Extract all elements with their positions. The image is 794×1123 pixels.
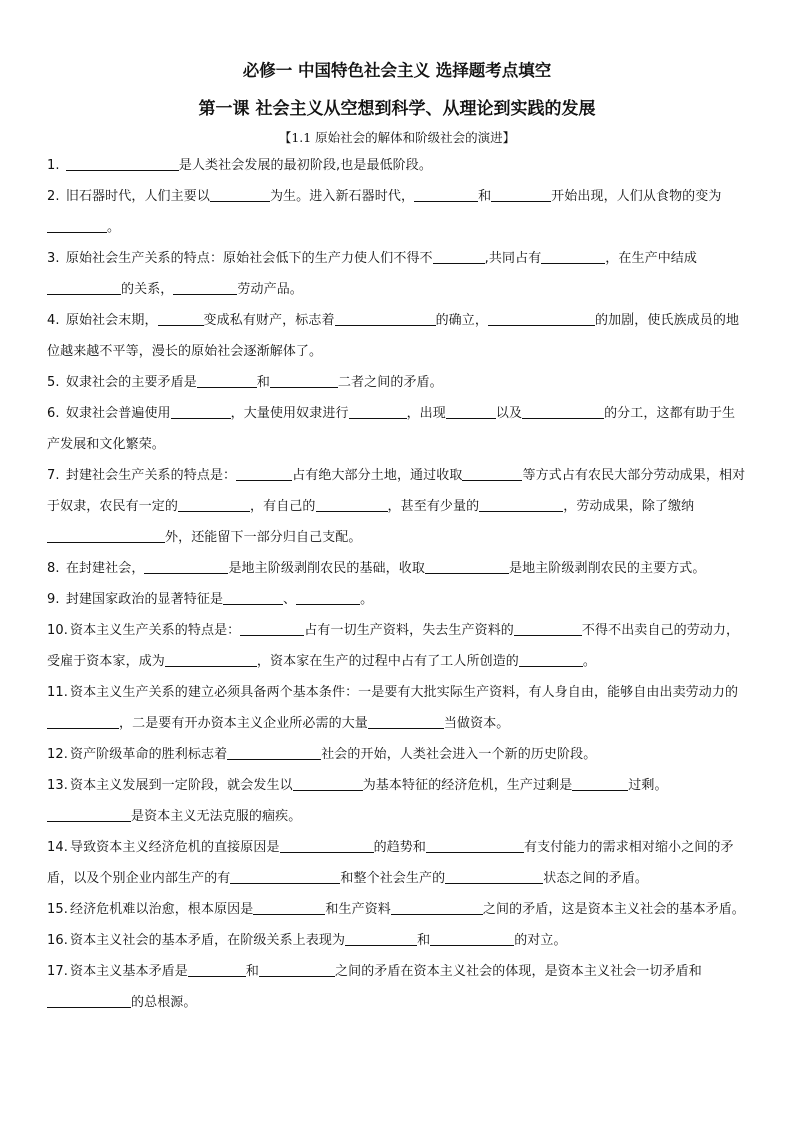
question-text: 的趋势和 bbox=[373, 840, 426, 855]
question-text: 以及 bbox=[495, 406, 523, 421]
question-number: 10. bbox=[47, 623, 68, 638]
answer-blank[interactable] bbox=[47, 993, 131, 1008]
answer-blank[interactable] bbox=[335, 311, 436, 326]
question-item bbox=[47, 553, 747, 584]
question-item bbox=[47, 677, 747, 739]
answer-blank[interactable] bbox=[47, 280, 121, 295]
answer-blank[interactable] bbox=[514, 621, 582, 636]
answer-blank[interactable] bbox=[462, 466, 522, 481]
question-text: 奴隶社会普遍使用 bbox=[61, 406, 171, 421]
question-item bbox=[47, 894, 747, 925]
question-number: 7. bbox=[47, 468, 60, 483]
answer-blank[interactable] bbox=[47, 218, 107, 233]
chapter-title: 第一课 社会主义从空想到科学、从理论到实践的发展 bbox=[198, 99, 596, 119]
answer-blank[interactable] bbox=[430, 931, 514, 946]
question-text: 导致资本主义经济危机的直接原因是 bbox=[69, 840, 280, 855]
answer-blank[interactable] bbox=[391, 900, 483, 915]
question-text: 资本主义发展到一定阶段，就会发生以 bbox=[69, 778, 293, 793]
question-item bbox=[47, 305, 747, 367]
question-text: ，劳动成果，除了缴纳 bbox=[563, 499, 695, 514]
answer-blank[interactable] bbox=[173, 280, 237, 295]
answer-blank[interactable] bbox=[223, 590, 283, 605]
question-text: ，大量使用奴隶进行 bbox=[230, 406, 349, 421]
question-text: 资本主义社会的基本矛盾，在阶级关系上表现为 bbox=[69, 933, 346, 948]
answer-blank[interactable] bbox=[197, 373, 257, 388]
question-text: 是地主阶级剥削农民的基础，收取 bbox=[228, 561, 425, 576]
question-text: 旧石器时代，人们主要以 bbox=[61, 189, 210, 204]
question-text: 外，还能留下一部分归自己支配。 bbox=[165, 530, 362, 545]
question-item bbox=[47, 398, 747, 460]
answer-blank[interactable] bbox=[349, 404, 407, 419]
answer-blank[interactable] bbox=[236, 466, 292, 481]
answer-blank[interactable] bbox=[240, 621, 304, 636]
question-number: 15. bbox=[47, 902, 68, 917]
question-number: 5. bbox=[47, 375, 60, 390]
question-text: 二者之间的矛盾。 bbox=[337, 375, 443, 390]
question-item bbox=[47, 615, 747, 677]
question-text: 之间的矛盾，这是资本主义社会的基本矛盾。 bbox=[482, 902, 745, 917]
question-number: 8. bbox=[47, 561, 60, 576]
question-text: 经济危机难以治愈，根本原因是 bbox=[69, 902, 254, 917]
answer-blank[interactable] bbox=[47, 714, 119, 729]
question-item bbox=[47, 770, 747, 832]
question-text: 、 bbox=[283, 592, 297, 607]
question-text: 原始社会生产关系的特点：原始社会低下的生产力使人们不得不 bbox=[61, 251, 433, 266]
question-item bbox=[47, 367, 747, 398]
question-number: 6. bbox=[47, 406, 60, 421]
question-text: 在封建社会， bbox=[61, 561, 145, 576]
question-text: 劳动产品。 bbox=[237, 282, 303, 297]
question-text: 的确立， bbox=[435, 313, 488, 328]
answer-blank[interactable] bbox=[227, 745, 321, 760]
question-text: 为基本特征的经济危机，生产过剩是 bbox=[362, 778, 573, 793]
question-text: 奴隶社会的主要矛盾是 bbox=[61, 375, 197, 390]
question-text: ，出现 bbox=[406, 406, 446, 421]
question-item bbox=[47, 956, 747, 1018]
question-text: 是资本主义无法克服的痼疾。 bbox=[131, 809, 302, 824]
answer-blank[interactable] bbox=[368, 714, 444, 729]
answer-blank[interactable] bbox=[270, 373, 338, 388]
answer-blank[interactable] bbox=[345, 931, 417, 946]
question-text: ，在生产中结成 bbox=[605, 251, 697, 266]
question-text: ，有自己的 bbox=[250, 499, 316, 514]
question-text: 。 bbox=[360, 592, 374, 607]
answer-blank[interactable] bbox=[425, 559, 509, 574]
question-number: 4. bbox=[47, 313, 60, 328]
question-number: 17. bbox=[47, 964, 68, 979]
question-text: 是地主阶级剥削农民的主要方式。 bbox=[508, 561, 706, 576]
question-text: 资本主义生产关系的建立必须具备两个基本条件：一是要有大批实际生产资料，有人身自由，能够自由出卖劳动力的 bbox=[69, 685, 739, 700]
question-text: 和 bbox=[245, 964, 259, 979]
question-text: 变成私有财产，标志着 bbox=[203, 313, 335, 328]
question-text: 封建国家政治的显著特征是 bbox=[61, 592, 224, 607]
answer-blank[interactable] bbox=[445, 869, 543, 884]
answer-blank[interactable] bbox=[491, 187, 551, 202]
question-text: 的对立。 bbox=[514, 933, 567, 948]
question-text: ，资本家在生产的过程中占有了工人所创造的 bbox=[256, 654, 519, 669]
question-item bbox=[47, 584, 747, 615]
question-text: 资本主义生产关系的特点是： bbox=[69, 623, 241, 638]
answer-blank[interactable] bbox=[296, 590, 360, 605]
question-item bbox=[47, 739, 747, 770]
question-number: 13. bbox=[47, 778, 68, 793]
answer-blank[interactable] bbox=[171, 404, 231, 419]
answer-blank[interactable] bbox=[188, 962, 246, 977]
question-text: 社会的开始，人类社会进入一个新的历史阶段。 bbox=[321, 747, 597, 762]
question-text: 和 bbox=[478, 189, 492, 204]
answer-blank[interactable] bbox=[230, 869, 340, 884]
question-text: 占有绝大部分土地，通过收取 bbox=[292, 468, 463, 483]
answer-blank[interactable] bbox=[47, 528, 165, 543]
answer-blank[interactable] bbox=[158, 311, 204, 326]
answer-blank[interactable] bbox=[488, 311, 595, 326]
question-number: 2. bbox=[47, 189, 60, 204]
question-text: 过剩。 bbox=[628, 778, 668, 793]
question-text: 当做资本。 bbox=[443, 716, 510, 731]
question-text: 和整个社会生产的 bbox=[340, 871, 446, 886]
answer-blank[interactable] bbox=[259, 962, 335, 977]
question-item bbox=[47, 925, 747, 956]
answer-blank[interactable] bbox=[446, 404, 496, 419]
question-text: 占有一切生产资料，失去生产资料的 bbox=[304, 623, 514, 638]
question-text: 资本主义基本矛盾是 bbox=[69, 964, 188, 979]
question-number: 11. bbox=[47, 685, 68, 700]
question-text: 封建社会生产关系的特点是： bbox=[61, 468, 237, 483]
question-text: 。 bbox=[107, 220, 121, 235]
question-text: 有支付能力的需求相对缩小之间的矛盾，以及个别企业内部生产的有 bbox=[47, 840, 734, 886]
question-text: ,共同占有 bbox=[484, 251, 542, 266]
worksheet-page bbox=[47, 55, 747, 1018]
question-text: 和 bbox=[256, 375, 270, 390]
question-text: 之间的矛盾在资本主义社会的体现，是资本主义社会一切矛盾和 bbox=[335, 964, 702, 979]
question-text: ，甚至有少量的 bbox=[387, 499, 480, 514]
answer-blank[interactable] bbox=[253, 900, 325, 915]
answer-blank[interactable] bbox=[280, 838, 374, 853]
question-number: 1. bbox=[47, 158, 60, 173]
question-text: 的总根源。 bbox=[131, 995, 197, 1010]
question-text: 的关系， bbox=[121, 282, 174, 297]
question-text: 是人类社会发展的最初阶段,也是最低阶段。 bbox=[178, 158, 432, 173]
answer-blank[interactable] bbox=[66, 156, 179, 171]
answer-blank[interactable] bbox=[519, 652, 583, 667]
question-text: 等方式占有农民大部分劳动成果，相对于奴隶，农民有一定的 bbox=[47, 468, 746, 514]
question-number: 12. bbox=[47, 747, 68, 762]
question-text: 开始出现，人们从食物的变为 bbox=[551, 189, 722, 204]
answer-blank[interactable] bbox=[47, 807, 131, 822]
question-text: 和 bbox=[417, 933, 431, 948]
question-item bbox=[47, 150, 747, 181]
answer-blank[interactable] bbox=[433, 249, 485, 264]
question-text: ，二是要有开办资本主义企业所必需的大量 bbox=[119, 716, 368, 731]
question-text: 原始社会末期， bbox=[61, 313, 158, 328]
question-number: 3. bbox=[47, 251, 60, 266]
question-item bbox=[47, 460, 747, 553]
question-text: 不得不出卖自己的劳动力，受雇于资本家，成为 bbox=[47, 623, 740, 669]
question-number: 14. bbox=[47, 840, 68, 855]
answer-blank[interactable] bbox=[426, 838, 524, 853]
answer-blank[interactable] bbox=[414, 187, 478, 202]
answer-blank[interactable] bbox=[210, 187, 270, 202]
question-text: 的加剧，使氏族成员的地位越来越不平等，漫长的原始社会逐渐解体了。 bbox=[47, 313, 740, 359]
question-list bbox=[47, 150, 747, 1018]
answer-blank[interactable] bbox=[479, 497, 563, 512]
question-item bbox=[47, 181, 747, 243]
question-text: 。 bbox=[582, 654, 597, 669]
answer-blank[interactable] bbox=[541, 249, 605, 264]
question-text: 资产阶级革命的胜利标志着 bbox=[69, 747, 228, 762]
answer-blank[interactable] bbox=[178, 497, 250, 512]
question-number: 16. bbox=[47, 933, 68, 948]
question-text: 和生产资料 bbox=[325, 902, 391, 917]
answer-blank[interactable] bbox=[316, 497, 388, 512]
question-text: 状态之间的矛盾。 bbox=[543, 871, 649, 886]
answer-blank[interactable] bbox=[165, 652, 257, 667]
question-text: 的分工，这都有助于生产发展和文化繁荣。 bbox=[47, 406, 736, 452]
document-title: 必修一 中国特色社会主义 选择题考点填空 bbox=[242, 61, 552, 80]
question-number: 9. bbox=[47, 592, 60, 607]
answer-blank[interactable] bbox=[293, 776, 363, 791]
question-item bbox=[47, 243, 747, 305]
answer-blank[interactable] bbox=[522, 404, 604, 419]
question-text: 为生。进入新石器时代， bbox=[269, 189, 415, 204]
answer-blank[interactable] bbox=[144, 559, 228, 574]
question-item bbox=[47, 832, 747, 894]
section-heading: 【1.1 原始社会的解体和阶级社会的演进】 bbox=[278, 130, 516, 145]
answer-blank[interactable] bbox=[572, 776, 628, 791]
